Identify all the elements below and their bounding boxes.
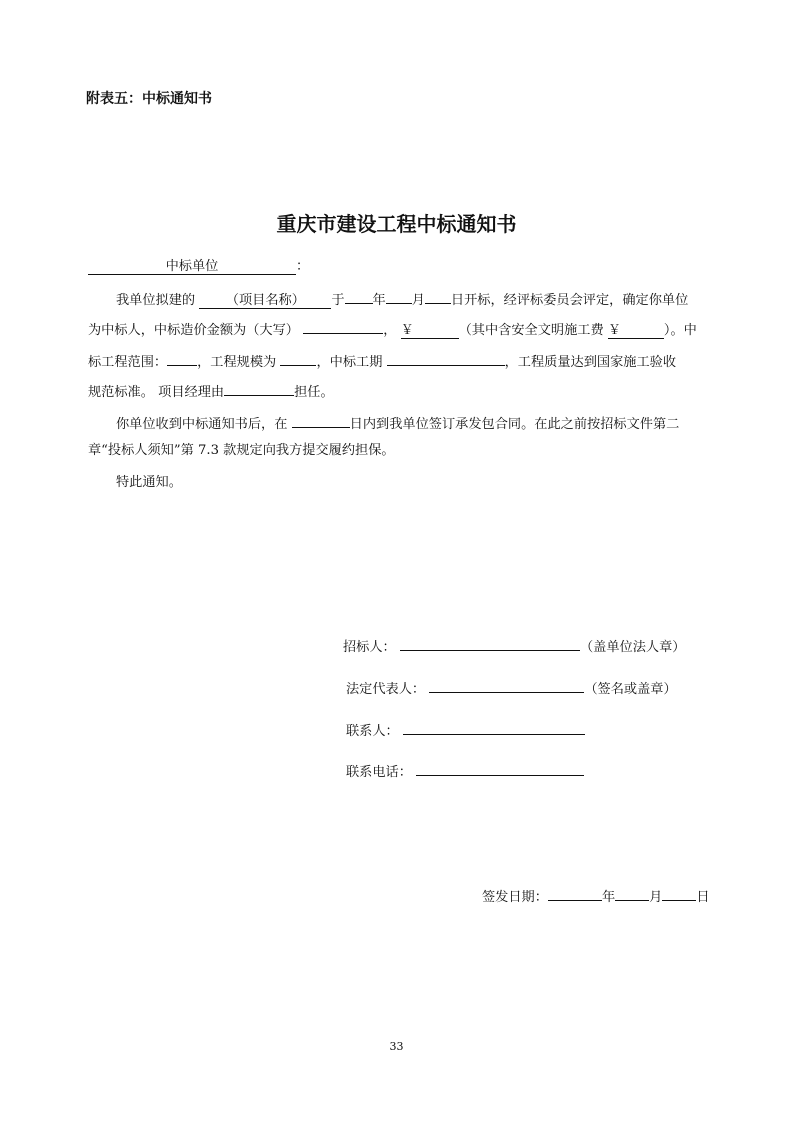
year-label: 年 xyxy=(601,890,616,905)
page-number: 33 xyxy=(389,1040,404,1053)
text: 月 xyxy=(411,293,425,308)
paragraph1-line2 xyxy=(88,318,697,340)
recipient-field[interactable] xyxy=(88,259,296,275)
issue-month-field[interactable] xyxy=(615,886,649,901)
text: ， xyxy=(383,323,397,338)
legal-rep-note: （签名或盖章） xyxy=(584,682,677,697)
text: 日开标，经评标委员会评定，确定你单位 xyxy=(450,293,689,308)
safety-fee-field[interactable] xyxy=(608,323,664,339)
paragraph2-line2: 章“投标人须知”第 7.3 款规定向我方提交履约担保。 xyxy=(88,443,395,458)
text: ，工程规模为 xyxy=(197,355,277,370)
paragraph1-line1 xyxy=(116,288,688,310)
paragraph1-line3 xyxy=(88,350,676,372)
text: 担任。 xyxy=(294,385,334,400)
day-label: 日 xyxy=(696,890,710,905)
project-name-field[interactable] xyxy=(199,293,331,309)
text: 我单位拟建的 xyxy=(116,293,196,308)
bid-amount-words-field[interactable] xyxy=(303,318,383,334)
document-title: 重庆市建设工程中标通知书 xyxy=(276,212,517,236)
recipient-placeholder: 中标单位 xyxy=(165,259,219,274)
text: 日内到我单位签订承发包合同。在此之前按招标文件第二 xyxy=(349,417,680,432)
text: 为中标人，中标造价金额为（大写） xyxy=(88,323,299,338)
text: ，工程质量达到国家施工验收 xyxy=(504,355,677,370)
project-name-placeholder: （项目名称） xyxy=(225,293,305,308)
text: 你单位收到中标通知书后，在 xyxy=(116,417,288,432)
project-manager-field[interactable] xyxy=(224,380,294,396)
text: 于 xyxy=(331,293,345,308)
open-year-field[interactable] xyxy=(345,288,373,304)
signature-legal-rep xyxy=(346,678,677,697)
month-label: 月 xyxy=(649,890,663,905)
phone-label: 联系电话： xyxy=(346,765,412,780)
phone-field[interactable] xyxy=(416,761,584,776)
text: ）。中 xyxy=(663,323,697,338)
paragraph1-line4 xyxy=(88,380,334,402)
signature-phone xyxy=(346,761,584,780)
text: 标工程范围： xyxy=(88,355,168,370)
bid-amount-field[interactable] xyxy=(401,323,459,339)
legal-rep-label: 法定代表人： xyxy=(346,682,426,697)
open-month-field[interactable] xyxy=(386,288,412,304)
scale-field[interactable] xyxy=(280,350,316,366)
issue-date xyxy=(482,886,710,905)
tenderer-field[interactable] xyxy=(400,636,580,651)
recipient-line xyxy=(88,258,309,276)
text: （其中含安全文明施工费 xyxy=(458,323,604,338)
contract-days-field[interactable] xyxy=(292,412,350,428)
issue-date-label: 签发日期： xyxy=(482,890,548,905)
paragraph2-line1 xyxy=(116,412,679,434)
issue-day-field[interactable] xyxy=(662,886,696,901)
signature-tenderer xyxy=(343,636,685,655)
tenderer-note: （盖单位法人章） xyxy=(579,640,686,655)
signature-contact xyxy=(346,720,585,739)
tenderer-label: 招标人： xyxy=(343,640,396,655)
text: 规范标准。 项目经理由 xyxy=(88,385,225,400)
open-day-field[interactable] xyxy=(425,288,451,304)
duration-field[interactable] xyxy=(387,350,505,366)
issue-year-field[interactable] xyxy=(548,886,602,901)
recipient-colon: ： xyxy=(296,259,310,274)
text: ，中标工期 xyxy=(316,355,383,370)
text: 年 xyxy=(372,293,386,308)
scope-field[interactable] xyxy=(167,350,197,366)
contact-field[interactable] xyxy=(403,720,585,735)
contact-label: 联系人： xyxy=(346,724,399,739)
legal-rep-field[interactable] xyxy=(429,678,584,693)
appendix-label: 附表五：中标通知书 xyxy=(86,91,212,107)
closing-text: 特此通知。 xyxy=(116,475,182,490)
yen-symbol: ￥ xyxy=(400,323,414,338)
yen-symbol: ￥ xyxy=(607,323,622,338)
